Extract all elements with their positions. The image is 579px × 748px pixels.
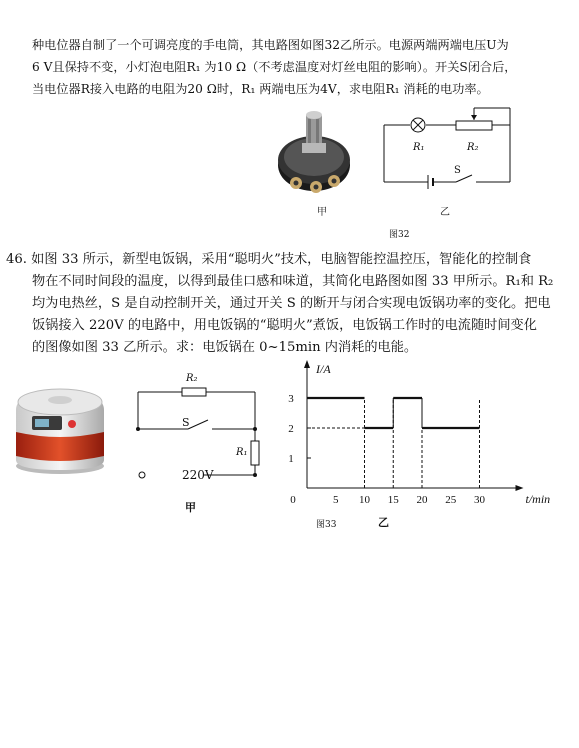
text-line-1: 种电位器自制了一个可调亮度的手电筒，其电路图如图32乙所示。电源两端两端电压U为 <box>32 38 509 52</box>
fig33-label-jia: 甲 <box>185 501 196 514</box>
y-tick-label-3: 3 <box>288 393 294 405</box>
x-axis-label: t/min <box>525 492 551 506</box>
fig33-label-yi: 乙 <box>378 516 389 529</box>
fig32-r1-label: R₁ <box>413 142 425 153</box>
q46-line-5: 的图像如图 33 乙所示。求：电饭锅在 0~15min 内消耗的电能。 <box>32 340 418 355</box>
fig32-label-yi: 乙 <box>440 207 450 218</box>
fig32-label-jia: 甲 <box>317 207 327 218</box>
fig32-caption: 图32 <box>389 230 410 240</box>
fig33-s-label: S <box>182 416 190 429</box>
q46-line-1: 46. 如图 33 所示，新型电饭锅，采用“聪明火”技术，电脑智能控温控压，智能化的控制食 <box>6 252 532 267</box>
x-tick-label-15: 15 <box>387 494 399 506</box>
q46-line-4: 饭锅接入 220V 的电路中，用电饭锅的“聪明火”煮饭，电饭锅工作时的电流随时间变化 <box>32 318 537 333</box>
x-tick-label-20: 20 <box>416 494 428 506</box>
x-tick-label-30: 30 <box>474 494 485 506</box>
x-tick-label-5: 5 <box>333 494 339 506</box>
fig32-s-label: S <box>454 165 461 176</box>
x-tick-label-25: 25 <box>445 494 457 506</box>
q46-line-2: 物在不同时间段的温度，以得到最佳口感和味道，其简化电路图如图 33 甲所示。R₁和 R₂ <box>32 274 554 289</box>
y-tick-label-2: 2 <box>288 423 294 435</box>
fig33-r2-label: R₂ <box>186 373 198 384</box>
text-line-3: 当电位器R接入电路的电阻为20 Ω时，R₁ 两端电压为4V，求电阻R₁ 消耗的电功率。 <box>32 82 489 96</box>
x-tick-label-10: 10 <box>359 494 370 506</box>
y-axis-arrow <box>304 360 310 368</box>
fig32-r2-label: R₂ <box>467 142 479 153</box>
fig33-r1-label: R₁ <box>236 447 248 458</box>
x-tick-label-0: 0 <box>290 494 296 506</box>
x-axis-arrow <box>516 485 524 491</box>
q46-line-3: 均为电热丝，S 是自动控制开关，通过开关 S 的断开与闭合实现电饭锅功率的变化。把电 <box>32 296 551 311</box>
fig33-caption: 图33 <box>316 520 337 530</box>
fig33-voltage-label: 220V <box>182 468 214 482</box>
text-line-2: 6 V且保持不变，小灯泡电阻R₁ 为10 Ω（不考虑温度对灯丝电阻的影响）。开关S闭合后， <box>32 60 517 74</box>
y-tick-label-1: 1 <box>288 453 294 465</box>
y-axis-label: I/A <box>316 362 331 376</box>
